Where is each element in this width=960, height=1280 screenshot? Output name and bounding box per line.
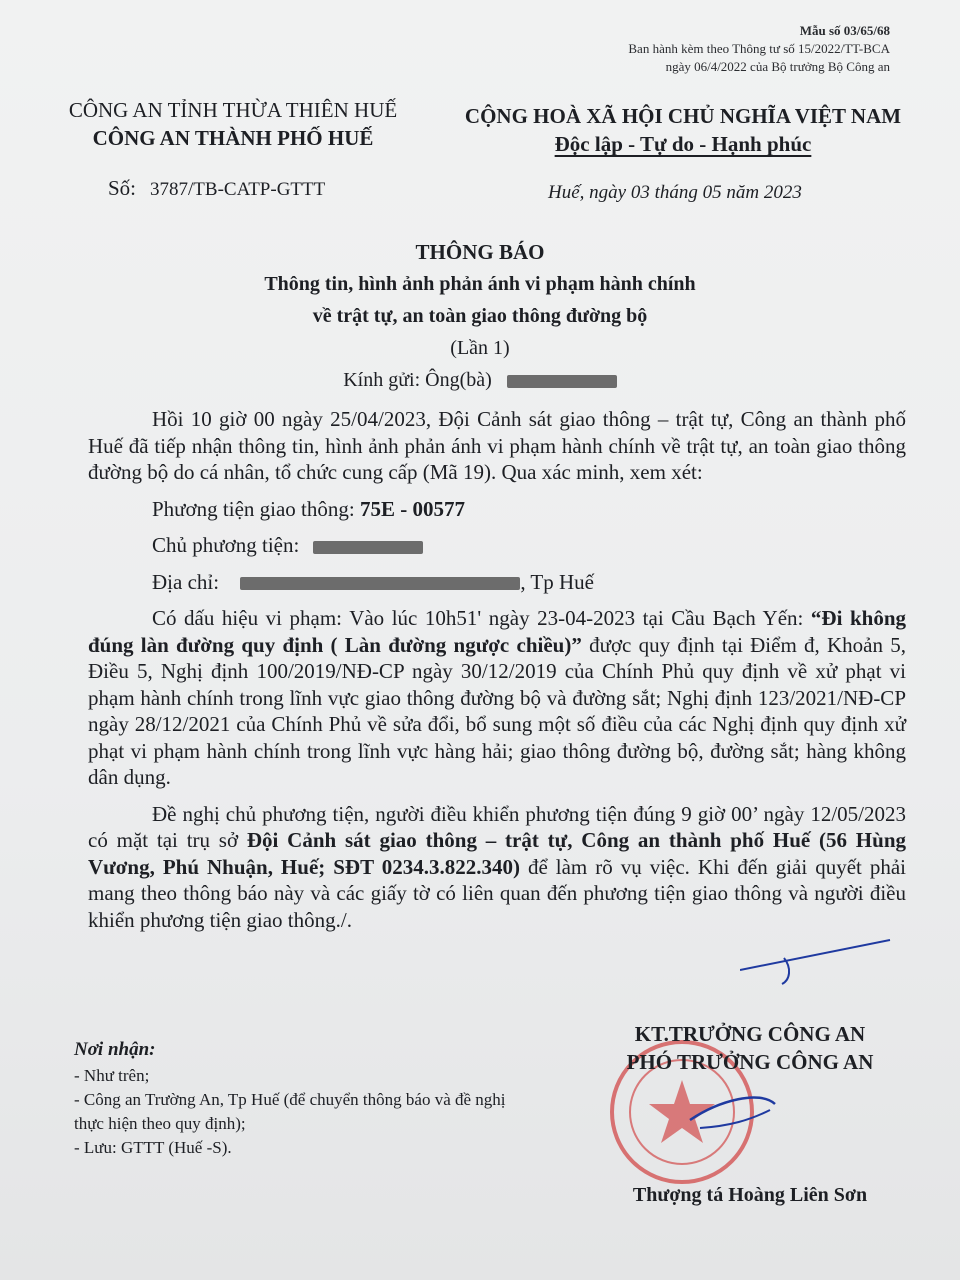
form-issued-line: Ban hành kèm theo Thông tư số 15/2022/TT-BCA xyxy=(628,41,890,56)
vehicle-plate: 75E - 00577 xyxy=(359,496,465,521)
recipient-item: - Như trên; xyxy=(74,1066,150,1085)
form-date-line: ngày 06/4/2022 của Bộ trưởng Bộ Công an xyxy=(665,59,890,74)
vehicle-line xyxy=(88,496,906,523)
document-number xyxy=(108,176,325,201)
issue-date: Huế, ngày 03 tháng 05 năm 2023 xyxy=(548,182,802,203)
recipient-item: - Công an Trường An, Tp Huế (để chuyển thông báo và đề nghị thực hiện theo quy định); xyxy=(74,1090,506,1133)
redacted-owner xyxy=(313,541,423,554)
recipients xyxy=(74,1038,534,1160)
notice-round: (Lần 1) xyxy=(450,337,510,359)
document-title: THÔNG BÁO xyxy=(415,240,545,264)
request-paragraph xyxy=(88,801,906,934)
nation-name: CỘNG HOÀ XÃ HỘI CHỦ NGHĨA VIỆT NAM xyxy=(464,104,902,128)
recipients-heading: Nơi nhận: xyxy=(74,1039,156,1060)
document-body xyxy=(88,406,906,933)
form-reference xyxy=(550,22,890,76)
address-line xyxy=(88,569,906,596)
document-subtitle-2: về trật tự, an toàn giao thông đường bộ xyxy=(312,305,648,327)
redacted-address xyxy=(240,577,520,590)
signer-name: Thượng tá Hoàng Liên Sơn xyxy=(632,1184,868,1206)
signature-title-2: PHÓ TRƯỞNG CÔNG AN xyxy=(626,1050,874,1074)
violation-description: “Đi không đúng làn đường quy định ( Làn đường ngược chiều)” xyxy=(88,606,907,657)
request-location: Đội Cảnh sát giao thông – trật tự, Công an thành phố Huế (56 Hùng Vương, Phú Nhuận, Huế; SĐT 0234.3.822.340) xyxy=(88,828,906,879)
signature-block xyxy=(560,1020,940,1076)
owner-line xyxy=(88,532,906,559)
owner-label: Chủ phương tiện: xyxy=(152,533,300,557)
title-block xyxy=(0,236,960,396)
form-code: Mẫu số 03/65/68 xyxy=(799,23,890,38)
vehicle-label: Phương tiện giao thông: xyxy=(152,496,355,521)
recipient-item: - Lưu: GTTT (Huế -S). xyxy=(74,1138,232,1157)
violation-prefix: Có dấu hiệu vi phạm: Vào lúc 10h51' ngày 23-04-2023 tại Cầu Bạch Yến: xyxy=(152,606,804,630)
document-subtitle-1: Thông tin, hình ảnh phản ánh vi phạm hành chính xyxy=(264,273,696,295)
signature-title-1: KT.TRƯỞNG CÔNG AN xyxy=(634,1022,866,1046)
parent-agency: CÔNG AN TỈNH THỪA THIÊN HUẾ xyxy=(68,98,398,122)
request-prefix: Đề nghị chủ phương tiện, người điều khiển phương tiện đúng 9 giờ 00’ ngày 12/05/2023 có mặt tại trụ sở xyxy=(88,801,906,852)
issuing-agency xyxy=(48,96,418,152)
nation-motto: Độc lập - Tự do - Hạnh phúc xyxy=(554,132,812,156)
greeting xyxy=(0,364,960,396)
redacted-name xyxy=(507,375,617,388)
greeting-label: Kính gửi: Ông(bà) xyxy=(343,369,492,391)
document-number-value: 3787/TB-CATP-GTTT xyxy=(150,179,326,200)
address-tail: , Tp Huế xyxy=(520,569,594,594)
address-label: Địa chỉ: xyxy=(152,569,220,594)
request-rest: để làm rõ vụ việc. Khi đến giải quyết phải mang theo thông báo này và các giấy tờ có liên quan đến phương tiện giao thông và người điều khiển phương tiện giao thông./. xyxy=(88,854,906,932)
national-header xyxy=(448,102,918,158)
violation-legal-basis: được quy định tại Điểm đ, Khoản 5, Điều 5, Nghị định 100/2019/NĐ-CP ngày 30/12/2019 của Chính Phủ quy định về xử phạt vi phạm hành chính trong lĩnh vực giao thông đường bộ và đường sắt; Nghị định 123/2021/NĐ-CP ngày 28/12/2021 của Chính Phủ về sửa đổi, bổ sung một số điều của các Nghị định quy định xử phạt vi phạm hành chính trong lĩnh vực hàng hải; giao thông đường bộ, đường sắt; hàng không dân dụng. xyxy=(88,632,906,789)
document-number-label: Số: xyxy=(108,176,137,200)
unit-agency: CÔNG AN THÀNH PHỐ HUẾ xyxy=(92,126,374,150)
violation-paragraph xyxy=(88,605,906,791)
ink-stroke-icon xyxy=(740,932,900,992)
intro-paragraph: Hồi 10 giờ 00 ngày 25/04/2023, Đội Cảnh sát giao thông – trật tự, Công an thành phố Huế đã tiếp nhận thông tin, hình ảnh phản ánh vi phạm hành chính về trật tự, an toàn giao thông đường bộ do cá nhân, tổ chức cung cấp (Mã 19). Qua xác minh, xem xét: xyxy=(88,407,906,484)
